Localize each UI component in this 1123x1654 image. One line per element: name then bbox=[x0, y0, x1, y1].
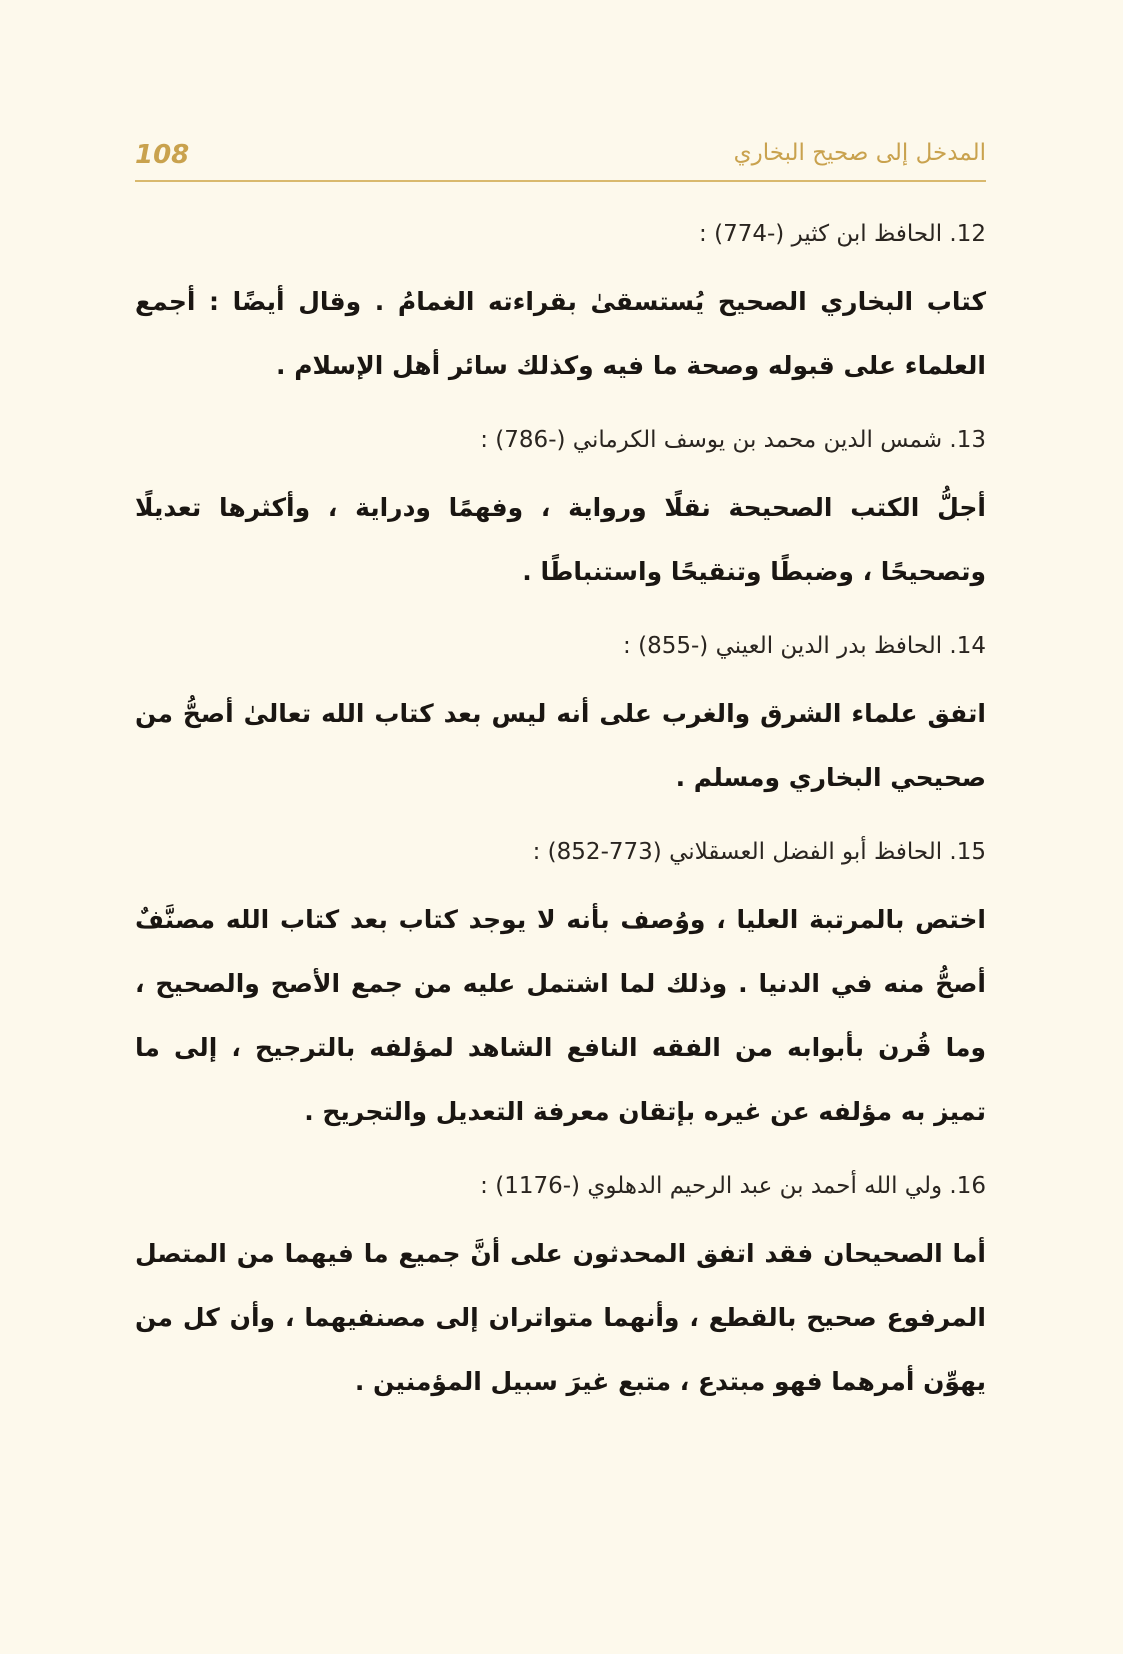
entry-heading: 12. الحافظ ابن كثير (-774) : bbox=[699, 221, 986, 247]
entry-13 bbox=[135, 412, 986, 604]
entry-heading: 15. الحافظ أبو الفضل العسقلاني (773-852) : bbox=[532, 839, 986, 865]
entry-15 bbox=[135, 824, 986, 1144]
page-content bbox=[135, 206, 986, 1428]
entry-quote: اتفق علماء الشرق والغرب على أنه ليس بعد كتاب الله تعالىٰ أصحُّ من صحيحي البخاري ومسلم . bbox=[135, 699, 986, 792]
entry-quote: أما الصحيحان فقد اتفق المحدثون على أنَّ جميع ما فيهما من المتصل المرفوع صحيح بالقطع ، وأنهما متواتران إلى مصنفيهما ، وأن كل من يهوِّن أمرهما فهو مبتدع ، متبع غيرَ سبيل المؤمنين . bbox=[135, 1239, 986, 1396]
entry-heading: 16. ولي الله أحمد بن عبد الرحيم الدهلوي (-1176) : bbox=[480, 1173, 986, 1199]
entry-16 bbox=[135, 1158, 986, 1414]
page bbox=[135, 0, 986, 1654]
page-number: 108 bbox=[135, 140, 190, 170]
running-header bbox=[135, 136, 986, 182]
entry-quote: كتاب البخاري الصحيح يُستسقىٰ بقراءته الغمامُ . وقال أيضًا : أجمع العلماء على قبوله وصحة ما فيه وكذلك سائر أهل الإسلام . bbox=[135, 287, 986, 380]
entry-14 bbox=[135, 618, 986, 810]
entry-heading: 14. الحافظ بدر الدين العيني (-855) : bbox=[623, 633, 986, 659]
entry-quote: اختص بالمرتبة العليا ، ووُصف بأنه لا يوجد كتاب بعد كتاب الله مصنَّفٌ أصحُّ منه في الدنيا . وذلك لما اشتمل عليه من جمع الأصح والصحيح ، وما قُرن بأبوابه من الفقه النافع الشاهد لمؤلفه بالترجيح ، إلى ما تميز به مؤلفه عن غيره بإتقان معرفة التعديل والتجريح . bbox=[135, 905, 986, 1126]
entry-12 bbox=[135, 206, 986, 398]
book-title: المدخل إلى صحيح البخاري bbox=[733, 140, 986, 166]
entry-heading: 13. شمس الدين محمد بن يوسف الكرماني (-786) : bbox=[480, 427, 986, 453]
entry-quote: أجلُّ الكتب الصحيحة نقلًا ورواية ، وفهمًا ودراية ، وأكثرها تعديلًا وتصحيحًا ، وضبطًا وتنقيحًا واستنباطًا . bbox=[135, 493, 986, 586]
